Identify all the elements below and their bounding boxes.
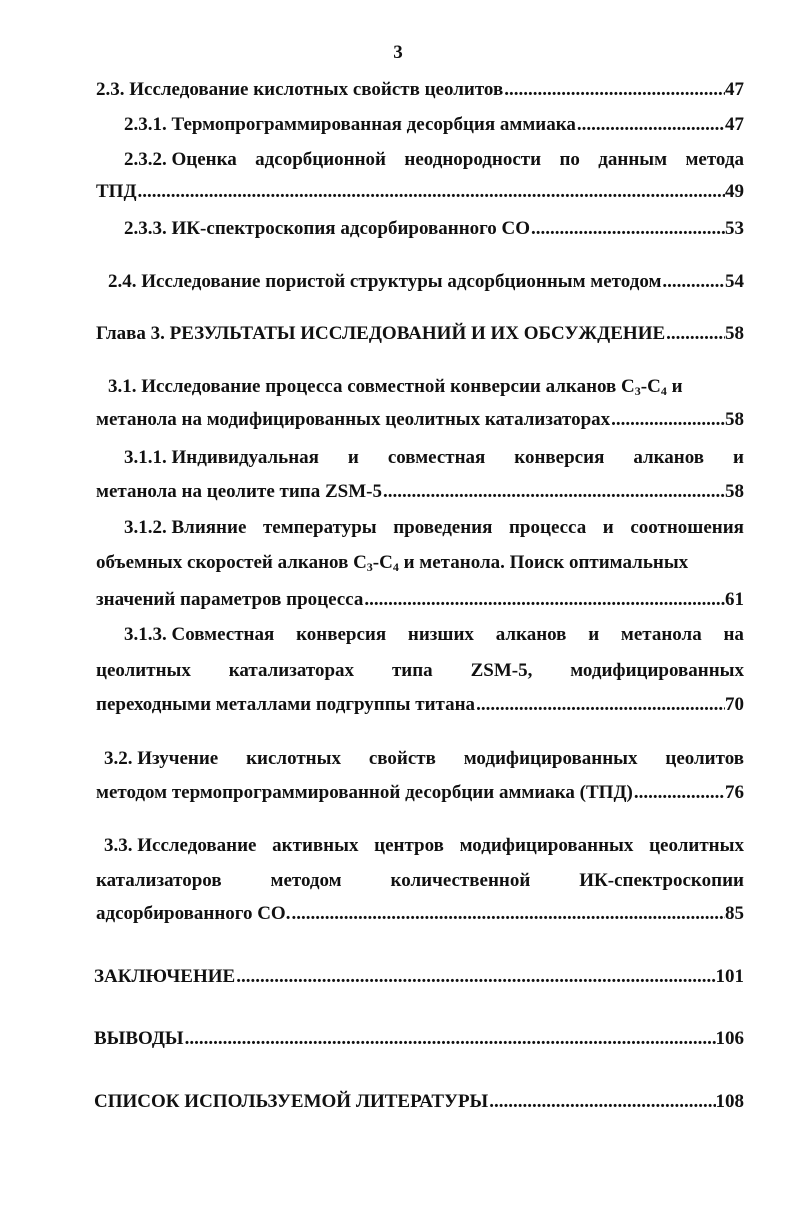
toc-entry-3-1-line1[interactable] bbox=[108, 376, 683, 398]
toc-page: 108 bbox=[715, 1091, 744, 1112]
toc-page: 53 bbox=[725, 218, 744, 239]
toc-label: ВЫВОДЫ bbox=[94, 1028, 184, 1049]
toc-label: 2.3.1. Термопрограммированная десорбция аммиака bbox=[124, 114, 576, 135]
toc-entry-3-1-2-line2[interactable] bbox=[96, 552, 744, 574]
toc-word: центров bbox=[374, 835, 444, 856]
toc-word: катализаторах bbox=[228, 660, 355, 681]
dot-leader bbox=[235, 966, 715, 988]
toc-entry-3-3-line2[interactable] bbox=[96, 870, 744, 892]
toc-entry-3-1-3-line3[interactable] bbox=[96, 694, 744, 720]
toc-page: 54 bbox=[725, 271, 744, 292]
subscript: 3 bbox=[634, 384, 641, 398]
toc-page: 58 bbox=[725, 481, 744, 502]
toc-text: и метанола. Поиск оптимальных bbox=[398, 552, 689, 573]
dot-leader bbox=[184, 1028, 716, 1050]
page-number: 3 bbox=[393, 42, 403, 63]
toc-word: проведения bbox=[393, 517, 493, 538]
toc-page: 85 bbox=[725, 903, 744, 924]
toc-word: типа bbox=[391, 660, 433, 681]
toc-page: 61 bbox=[725, 589, 744, 610]
toc-word: и bbox=[602, 517, 614, 538]
toc-conclusion[interactable] bbox=[94, 966, 744, 992]
toc-entry-2-4[interactable] bbox=[108, 271, 744, 297]
toc-page: 58 bbox=[725, 409, 744, 430]
dot-leader bbox=[665, 323, 725, 345]
toc-label: 2.3. Исследование кислотных свойств цеолитов bbox=[96, 79, 504, 100]
toc-word: ИК-спектроскопии bbox=[579, 870, 744, 891]
subscript: 4 bbox=[660, 384, 667, 398]
dot-leader bbox=[363, 589, 725, 611]
dot-leader bbox=[576, 114, 725, 136]
toc-word: по bbox=[559, 149, 580, 170]
toc-page: 70 bbox=[725, 694, 744, 715]
toc-word: 3.1.1. Индивидуальная bbox=[124, 447, 319, 468]
toc-page: 106 bbox=[715, 1028, 744, 1049]
toc-word: 3.1.3. Совместная bbox=[124, 624, 275, 645]
toc-entry-2-3-2-line1[interactable] bbox=[124, 149, 744, 171]
toc-word: методом bbox=[270, 870, 342, 891]
subscript: 3 bbox=[366, 560, 373, 574]
dot-leader bbox=[488, 1091, 715, 1113]
toc-text: -С bbox=[640, 376, 661, 397]
dot-leader bbox=[610, 409, 725, 431]
toc-word: на bbox=[723, 624, 744, 645]
toc-word: метода bbox=[685, 149, 744, 170]
toc-label: метанола на цеолите типа ZSM-5 bbox=[96, 481, 382, 502]
toc-page: 47 bbox=[725, 79, 744, 100]
toc-label: переходными металлами подгруппы титана bbox=[96, 694, 476, 715]
toc-word: цеолитных bbox=[96, 660, 191, 681]
toc-word: 3.1.2. Влияние bbox=[124, 517, 247, 538]
toc-label: ЗАКЛЮЧЕНИЕ bbox=[94, 966, 236, 987]
toc-page: 58 bbox=[725, 323, 744, 344]
toc-word: конверсия bbox=[514, 447, 605, 468]
dot-leader bbox=[530, 218, 725, 240]
toc-word: и bbox=[733, 447, 744, 468]
dot-leader bbox=[661, 271, 725, 293]
toc-word: активных bbox=[272, 835, 359, 856]
toc-label: значений параметров процесса bbox=[96, 589, 364, 610]
toc-entry-3-1-1-line1[interactable] bbox=[124, 447, 744, 469]
dot-leader bbox=[137, 181, 725, 203]
toc-label: ТПД bbox=[96, 181, 137, 202]
dot-leader bbox=[290, 903, 725, 925]
toc-chapter-3[interactable] bbox=[96, 323, 744, 349]
toc-text: и bbox=[666, 376, 683, 397]
toc-word: кислотных bbox=[246, 748, 341, 769]
toc-text: 3.1. Исследование процесса совместной конверсии алканов С bbox=[108, 376, 635, 397]
toc-word: ZSM-5, bbox=[470, 660, 533, 681]
toc-word: и bbox=[588, 624, 600, 645]
toc-word: и bbox=[347, 447, 359, 468]
toc-word: свойств bbox=[368, 748, 436, 769]
toc-entry-2-3-2-line2[interactable] bbox=[96, 181, 744, 207]
dot-leader bbox=[382, 481, 725, 503]
toc-label: СПИСОК ИСПОЛЬЗУЕМОЙ ЛИТЕРАТУРЫ bbox=[94, 1091, 489, 1112]
toc-word: цеолитов bbox=[665, 748, 744, 769]
toc-word: 2.3.2. Оценка bbox=[124, 149, 237, 170]
toc-word: низших bbox=[407, 624, 474, 645]
toc-text: -С bbox=[372, 552, 393, 573]
toc-word: модифицированных bbox=[570, 660, 744, 681]
toc-entry-2-3[interactable] bbox=[96, 79, 744, 105]
toc-entry-3-1-2-line1[interactable] bbox=[124, 517, 744, 539]
toc-label: 2.4. Исследование пористой структуры адсорбционным методом bbox=[108, 271, 662, 292]
toc-word: данным bbox=[598, 149, 668, 170]
dot-leader bbox=[633, 782, 725, 804]
toc-label: методом термопрограммированной десорбции аммиака (ТПД) bbox=[96, 782, 633, 803]
toc-page: 76 bbox=[725, 782, 744, 803]
toc-word: совместная bbox=[387, 447, 486, 468]
toc-page: 101 bbox=[715, 966, 744, 987]
toc-findings[interactable] bbox=[94, 1028, 744, 1054]
toc-entry-2-3-1[interactable] bbox=[124, 114, 744, 140]
toc-text: объемных скоростей алканов С bbox=[96, 552, 367, 573]
toc-word: количественной bbox=[390, 870, 531, 891]
toc-word: 3.3. Исследование bbox=[104, 835, 257, 856]
toc-word: адсорбционной bbox=[255, 149, 387, 170]
toc-word: цеолитных bbox=[649, 835, 744, 856]
toc-word: конверсия bbox=[296, 624, 387, 645]
toc-entry-3-2-line1[interactable] bbox=[104, 748, 744, 770]
toc-word: 3.2. Изучение bbox=[104, 748, 219, 769]
dot-leader bbox=[475, 694, 725, 716]
subscript: 4 bbox=[392, 560, 399, 574]
toc-word: модифицированных bbox=[463, 748, 638, 769]
toc-entry-3-3-line1[interactable] bbox=[104, 835, 744, 857]
toc-entry-3-1-3-line1[interactable] bbox=[124, 624, 744, 646]
toc-word: модифицированных bbox=[459, 835, 634, 856]
toc-entry-3-1-line2[interactable] bbox=[96, 409, 744, 435]
toc-entry-3-1-2-line3[interactable] bbox=[96, 589, 744, 615]
toc-entry-3-3-line3[interactable] bbox=[96, 903, 744, 929]
toc-word: алканов bbox=[633, 447, 705, 468]
toc-entry-3-1-1-line2[interactable] bbox=[96, 481, 744, 507]
toc-page: 47 bbox=[725, 114, 744, 135]
toc-word: метанола bbox=[620, 624, 702, 645]
dot-leader bbox=[503, 79, 725, 101]
toc-label: 2.3.3. ИК-спектроскопия адсорбированного СО bbox=[124, 218, 531, 239]
toc-label: адсорбированного СО. bbox=[96, 903, 291, 924]
toc-page: 49 bbox=[725, 181, 744, 202]
toc-entry-3-1-3-line2[interactable] bbox=[96, 660, 744, 682]
toc-word: процесса bbox=[508, 517, 587, 538]
toc-label: метанола на модифицированных цеолитных катализаторах bbox=[96, 409, 611, 430]
toc-label: Глава 3. РЕЗУЛЬТАТЫ ИССЛЕДОВАНИЙ И ИХ ОБСУЖДЕНИЕ bbox=[96, 323, 666, 344]
toc-word: неоднородности bbox=[404, 149, 542, 170]
toc-word: соотношения bbox=[630, 517, 744, 538]
toc-word: температуры bbox=[262, 517, 377, 538]
toc-references[interactable] bbox=[94, 1091, 744, 1117]
toc-entry-3-2-line2[interactable] bbox=[96, 782, 744, 808]
toc-word: алканов bbox=[495, 624, 567, 645]
toc-entry-2-3-3[interactable] bbox=[124, 218, 744, 244]
toc-word: катализаторов bbox=[96, 870, 222, 891]
